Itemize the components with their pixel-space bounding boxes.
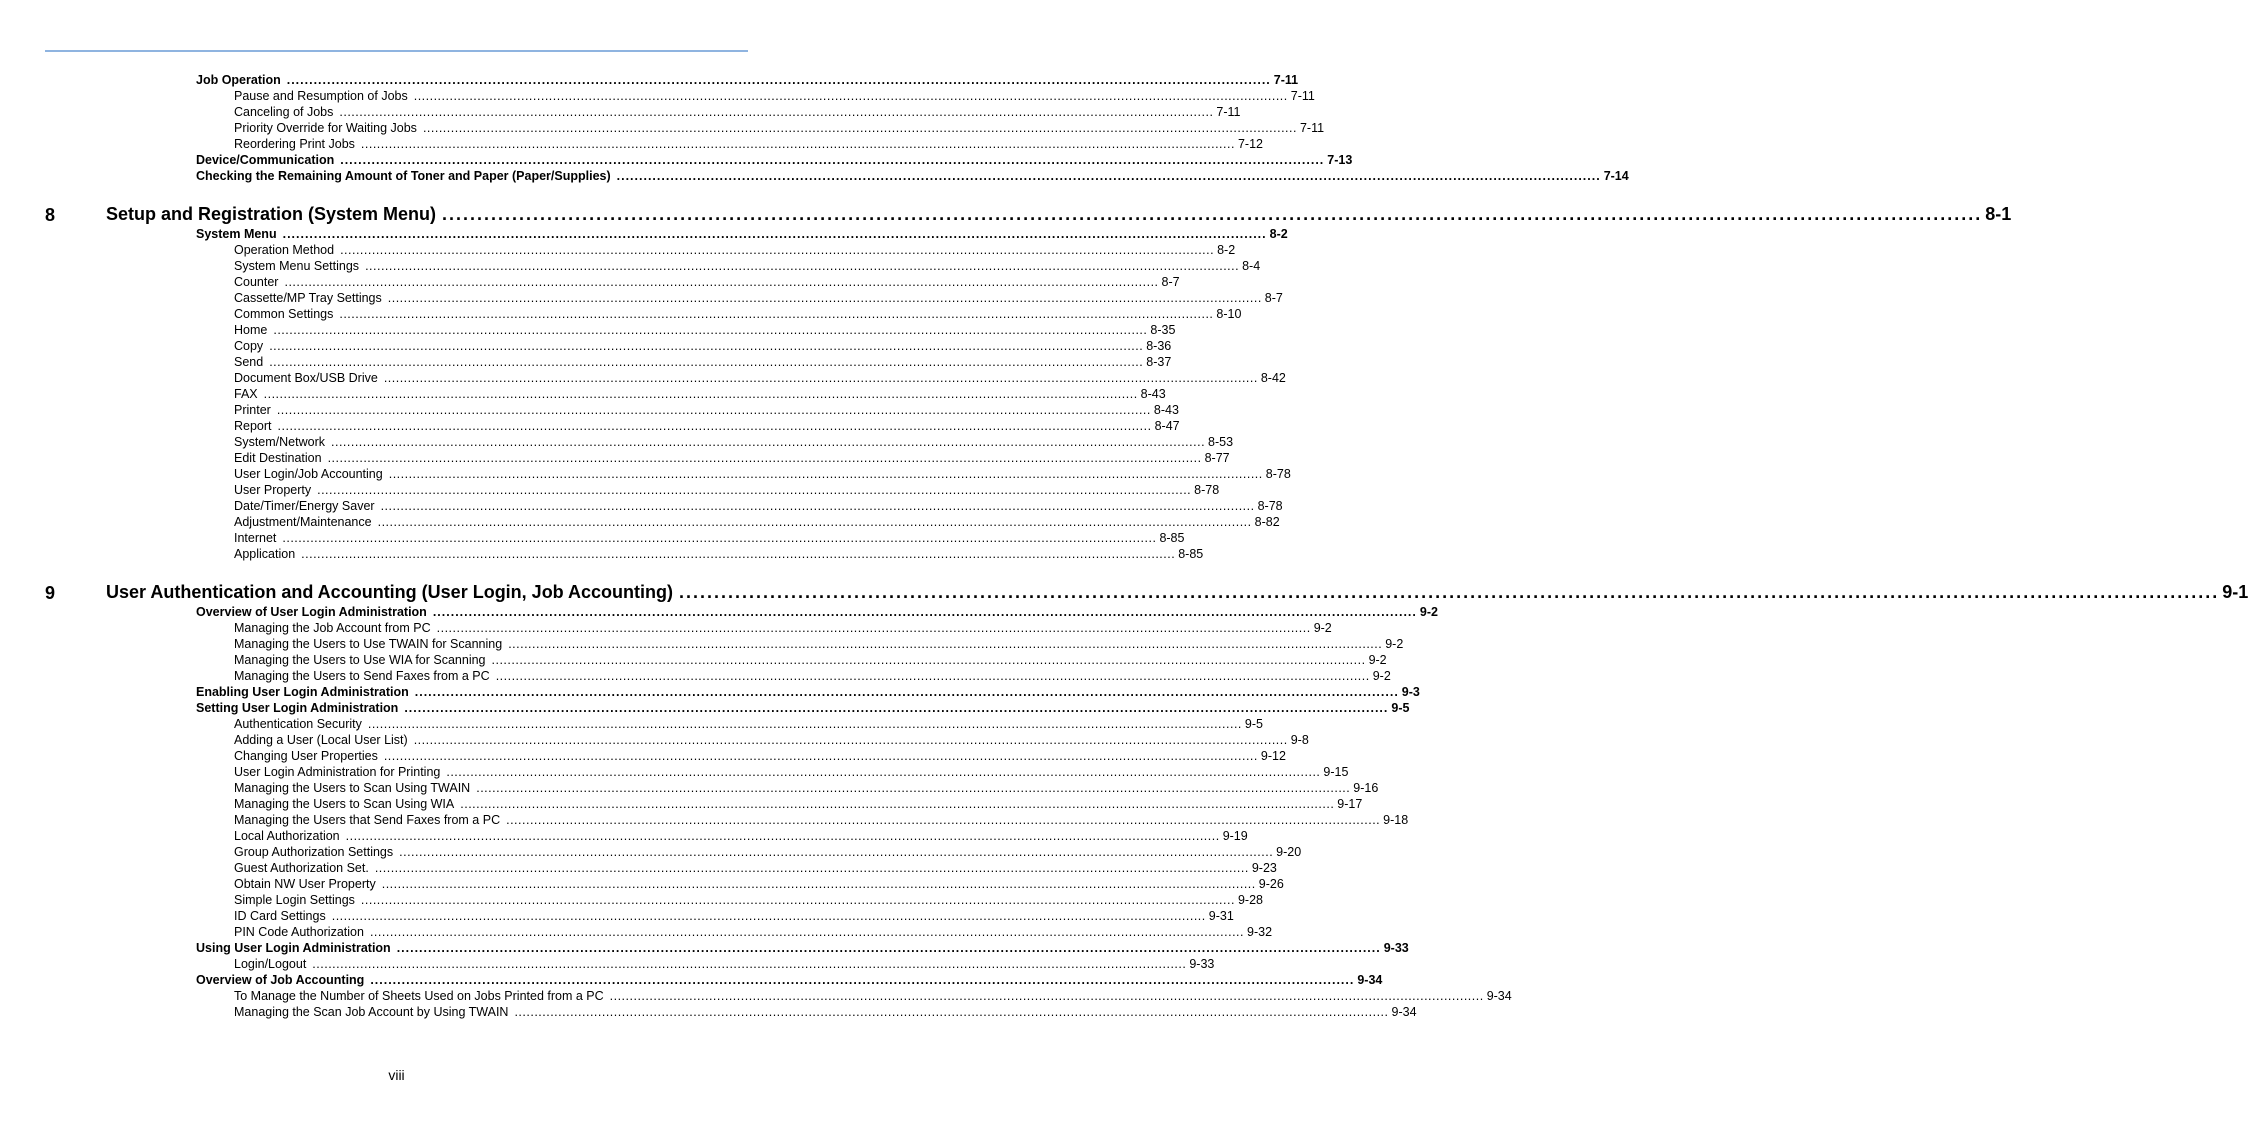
toc-entry-page: 9-5 [1244, 717, 1263, 731]
toc-entry-page: 9-2 [1385, 637, 1404, 651]
toc-entry-page: 9-1 [2222, 582, 2248, 602]
toc-entry-title: Internet [234, 531, 277, 545]
toc-entry-page: 8-85 [1159, 531, 1185, 545]
toc-entry-title: Operation Method [234, 243, 335, 257]
toc-entry-level-2[interactable] [196, 153, 1353, 169]
toc-entry-title: Managing the Users that Send Faxes from a PC [234, 813, 501, 827]
toc-entry-title: User Property [234, 483, 312, 497]
dot-leader: ............................................................................................................................................................................................................................ [269, 355, 1144, 369]
toc-entry-page: 9-34 [1486, 989, 1512, 1003]
toc-entry-level-3[interactable] [234, 989, 1512, 1005]
toc-entry-page: 8-78 [1257, 499, 1283, 513]
toc-entry-page: 9-12 [1260, 749, 1286, 763]
toc-entry-level-3[interactable] [234, 733, 1309, 749]
dot-leader: ............................................................................................................................................................................................................................ [413, 733, 1288, 747]
toc-entry-level-3[interactable] [234, 275, 1180, 291]
dot-leader: ............................................................................................................................................................................................................................ [345, 829, 1220, 843]
toc-entry-page: 9-26 [1258, 877, 1284, 891]
toc-entry-title: Application [234, 547, 296, 561]
dot-leader: ............................................................................................................................................................................................................................ [331, 909, 1206, 923]
toc-entry-page: 7-11 [1273, 73, 1299, 87]
toc-entry-level-3[interactable] [234, 467, 1291, 483]
dot-leader: ............................................................................................................................................................................................................................ [679, 582, 2220, 602]
toc-entry-page: 8-1 [1985, 204, 2012, 224]
toc-entry-page: 7-11 [1216, 105, 1241, 119]
dot-leader: ............................................................................................................................................................................................................................ [340, 243, 1215, 257]
toc-entry-title: Home [234, 323, 268, 337]
toc-entry-title: Setup and Registration (System Menu) [106, 204, 437, 224]
dot-leader: ............................................................................................................................................................................................................................ [327, 451, 1202, 465]
dot-leader: ............................................................................................................................................................................................................................ [276, 403, 1151, 417]
toc-entry-level-3[interactable] [234, 845, 1302, 861]
dot-leader: ............................................................................................................................................................................................................................ [377, 515, 1252, 529]
dot-leader: ............................................................................................................................................................................................................................ [495, 669, 1370, 683]
dot-leader: ............................................................................................................................................................................................................................ [476, 781, 1351, 795]
dot-leader: ............................................................................................................................................................................................................................ [413, 89, 1288, 103]
dot-leader: ............................................................................................................................................................................................................................ [301, 547, 1176, 561]
dot-leader: ............................................................................................................................................................................................................................ [609, 989, 1484, 1003]
toc-entry-title: User Login/Job Accounting [234, 467, 383, 481]
toc-entry-level-3[interactable] [234, 893, 1263, 909]
toc-entry-page: 8-35 [1150, 323, 1176, 337]
dot-leader: ............................................................................................................................................................................................................................ [339, 105, 1214, 119]
toc-entry-level-3[interactable] [234, 909, 1234, 925]
toc-entry-level-3[interactable] [234, 419, 1180, 435]
toc-entry-page: 8-2 [1269, 227, 1288, 241]
toc-entry-level-3[interactable] [234, 531, 1185, 547]
dot-leader: ............................................................................................................................................................................................................................ [317, 483, 1192, 497]
toc-entry-title: Enabling User Login Administration [196, 685, 409, 699]
toc-entry-title: Managing the Scan Job Account by Using TWAIN [234, 1005, 509, 1019]
toc-entry-page: 7-14 [1603, 169, 1629, 183]
toc-entry-level-3[interactable] [234, 355, 1172, 371]
toc-entry-level-3[interactable] [234, 307, 1242, 323]
toc-entry-level-3[interactable] [234, 669, 1391, 685]
toc-entry-level-3[interactable] [234, 515, 1280, 531]
toc-entry-title: FAX [234, 387, 258, 401]
toc-entry-page: 9-15 [1323, 765, 1349, 779]
toc-entry-level-1[interactable] [106, 204, 2012, 228]
dot-leader: ............................................................................................................................................................................................................................ [432, 605, 1417, 619]
dot-leader: ............................................................................................................................................................................................................................ [380, 499, 1255, 513]
toc-entry-title: Setting User Login Administration [196, 701, 399, 715]
toc-entry-title: Overview of User Login Administration [196, 605, 427, 619]
dot-leader: ............................................................................................................................................................................................................................ [414, 685, 1399, 699]
toc-entry-title: Authentication Security [234, 717, 362, 731]
toc-entry-level-3[interactable] [234, 781, 1379, 797]
toc-entry-level-3[interactable] [234, 717, 1263, 733]
toc-entry-level-3[interactable] [234, 403, 1179, 419]
toc-entry-title: Cassette/MP Tray Settings [234, 291, 382, 305]
toc-entry-page: 8-78 [1194, 483, 1220, 497]
toc-entry-title: Canceling of Jobs [234, 105, 334, 119]
toc-entry-page: 8-37 [1146, 355, 1172, 369]
dot-leader: ............................................................................................................................................................................................................................ [360, 137, 1235, 151]
dot-leader: ............................................................................................................................................................................................................................ [387, 291, 1262, 305]
toc-entry-page: 8-43 [1153, 403, 1179, 417]
dot-leader: ............................................................................................................................................................................................................................ [506, 813, 1381, 827]
toc-entry-level-3[interactable] [234, 797, 1363, 813]
toc-entry-title: Report [234, 419, 272, 433]
toc-entry-page: 9-8 [1290, 733, 1309, 747]
toc-entry-title: Obtain NW User Property [234, 877, 376, 891]
toc-entry-level-2[interactable] [196, 973, 1383, 989]
toc-entry-page: 9-20 [1276, 845, 1302, 859]
dot-leader: ............................................................................................................................................................................................................................ [360, 893, 1235, 907]
dot-leader: ............................................................................................................................................................................................................................ [399, 845, 1274, 859]
toc-entry-title: Date/Timer/Energy Saver [234, 499, 375, 513]
toc-entry-page: 8-2 [1217, 243, 1236, 257]
dot-leader: ............................................................................................................................................................................................................................ [383, 749, 1258, 763]
dot-leader: ............................................................................................................................................................................................................................ [370, 973, 1355, 987]
toc-entry-level-3[interactable] [234, 637, 1404, 653]
toc-entry-page: 8-78 [1265, 467, 1291, 481]
toc-entry-title: Managing the Users to Use WIA for Scanning [234, 653, 486, 667]
toc-entry-page: 9-33 [1383, 941, 1409, 955]
toc-entry-level-3[interactable] [234, 243, 1236, 259]
dot-leader: ............................................................................................................................................................................................................................ [491, 653, 1366, 667]
dot-leader: ............................................................................................................................................................................................................................ [374, 861, 1249, 875]
toc-entry-title: Adjustment/Maintenance [234, 515, 372, 529]
toc-entry-title: Guest Authorization Set. [234, 861, 369, 875]
toc-entry-title: Reordering Print Jobs [234, 137, 355, 151]
dot-leader: ............................................................................................................................................................................................................................ [508, 637, 1383, 651]
toc-entry-level-3[interactable] [234, 323, 1176, 339]
dot-leader: ............................................................................................................................................................................................................................ [312, 957, 1187, 971]
dot-leader: ............................................................................................................................................................................................................................ [284, 275, 1159, 289]
toc-entry-page: 8-43 [1140, 387, 1166, 401]
toc-entry-title: Overview of Job Accounting [196, 973, 365, 987]
toc-entry-page: 8-53 [1208, 435, 1234, 449]
toc-entry-level-3[interactable] [234, 547, 1204, 563]
page-number: viii [388, 1067, 405, 1083]
toc-entry-title: Document Box/USB Drive [234, 371, 378, 385]
dot-leader: ............................................................................................................................................................................................................................ [365, 259, 1240, 273]
toc-entry-page: 8-36 [1146, 339, 1172, 353]
toc-entry-page: 8-4 [1242, 259, 1261, 273]
dot-leader: ............................................................................................................................................................................................................................ [369, 925, 1244, 939]
toc-entry-level-3[interactable] [234, 829, 1248, 845]
toc-entry-level-3[interactable] [234, 499, 1283, 515]
toc-entry-level-3[interactable] [234, 925, 1273, 941]
toc-entry-level-2[interactable] [196, 169, 1629, 185]
toc-entry-title: System Menu Settings [234, 259, 360, 273]
toc-entry-page: 9-2 [1419, 605, 1438, 619]
toc-entry-title: Printer [234, 403, 271, 417]
toc-entry-page: 9-34 [1357, 973, 1383, 987]
toc-entry-title: Simple Login Settings [234, 893, 355, 907]
chapter-number: 9 [45, 583, 56, 603]
toc-entry-title: Changing User Properties [234, 749, 378, 763]
dot-leader: ............................................................................................................................................................................................................................ [404, 701, 1389, 715]
toc-entry-page: 9-2 [1368, 653, 1387, 667]
dot-leader: ............................................................................................................................................................................................................................ [396, 941, 1381, 955]
toc-entry-title: User Authentication and Accounting (User Login, Job Accounting) [106, 582, 673, 602]
toc-entry-level-3[interactable] [234, 1005, 1417, 1021]
toc-entry-level-3[interactable] [234, 749, 1286, 765]
toc-entry-level-3[interactable] [234, 339, 1172, 355]
toc-entry-title: Local Authorization [234, 829, 340, 843]
toc-entry-level-3[interactable] [234, 137, 1263, 153]
toc-entry-level-3[interactable] [234, 451, 1230, 467]
dot-leader: ............................................................................................................................................................................................................................ [422, 121, 1297, 135]
toc-entry-page: 9-18 [1383, 813, 1409, 827]
toc-entry-title: Group Authorization Settings [234, 845, 394, 859]
dot-leader: ............................................................................................................................................................................................................................ [388, 467, 1263, 481]
dot-leader: ............................................................................................................................................................................................................................ [263, 387, 1138, 401]
toc-entry-title: Managing the Users to Scan Using WIA [234, 797, 455, 811]
toc-entry-page: 9-19 [1222, 829, 1248, 843]
toc-entry-level-3[interactable] [234, 483, 1220, 499]
toc-entry-title: Edit Destination [234, 451, 322, 465]
dot-leader: ............................................................................................................................................................................................................................ [367, 717, 1242, 731]
toc-entry-level-3[interactable] [234, 813, 1409, 829]
toc-entry-level-3[interactable] [234, 387, 1166, 403]
toc-entry-page: 9-17 [1337, 797, 1363, 811]
toc-entry-level-3[interactable] [234, 765, 1349, 781]
toc-entry-level-2[interactable] [196, 941, 1409, 957]
toc-entry-page: 7-11 [1290, 89, 1315, 103]
toc-entry-title: Managing the Users to Scan Using TWAIN [234, 781, 471, 795]
toc-entry-title: System Menu [196, 227, 277, 241]
header-rule [45, 50, 748, 52]
toc-entry-title: Copy [234, 339, 264, 353]
toc-entry-level-2[interactable] [196, 73, 1299, 89]
toc-entry-title: To Manage the Number of Sheets Used on Jobs Printed from a PC [234, 989, 604, 1003]
dot-leader: ............................................................................................................................................................................................................................ [383, 371, 1258, 385]
dot-leader: ............................................................................................................................................................................................................................ [381, 877, 1256, 891]
toc-entry-level-2[interactable] [196, 227, 1288, 243]
toc-entry-title: Counter [234, 275, 279, 289]
dot-leader: ............................................................................................................................................................................................................................ [282, 531, 1157, 545]
toc-entry-page: 8-7 [1161, 275, 1180, 289]
dot-leader: ............................................................................................................................................................................................................................ [460, 797, 1335, 811]
toc-entry-title: Login/Logout [234, 957, 307, 971]
toc-entry-title: ID Card Settings [234, 909, 326, 923]
toc-entry-page: 9-16 [1353, 781, 1379, 795]
toc-entry-page: 8-10 [1216, 307, 1242, 321]
toc-entry-page: 8-77 [1204, 451, 1230, 465]
toc-entry-title: Managing the Job Account from PC [234, 621, 431, 635]
toc-entry-page: 9-31 [1208, 909, 1234, 923]
toc-entry-title: System/Network [234, 435, 325, 449]
dot-leader: ............................................................................................................................................................................................................................ [442, 204, 1983, 224]
toc-entry-page: 9-23 [1251, 861, 1277, 875]
toc-entry-level-2[interactable] [196, 701, 1410, 717]
dot-leader: ............................................................................................................................................................................................................................ [446, 765, 1321, 779]
toc-entry-level-3[interactable] [234, 435, 1234, 451]
dot-leader: ............................................................................................................................................................................................................................ [514, 1005, 1389, 1019]
dot-leader: ............................................................................................................................................................................................................................ [269, 339, 1144, 353]
toc-entry-page: 9-2 [1313, 621, 1332, 635]
toc-entry-level-3[interactable] [234, 957, 1215, 973]
toc-entry-title: Adding a User (Local User List) [234, 733, 408, 747]
toc-entry-level-2[interactable] [196, 605, 1438, 621]
toc-entry-title: Job Operation [196, 73, 281, 87]
toc-entry-level-3[interactable] [234, 105, 1241, 121]
toc-entry-page: 9-34 [1391, 1005, 1417, 1019]
toc-entry-title: Managing the Users to Send Faxes from a PC [234, 669, 490, 683]
toc-entry-title: Managing the Users to Use TWAIN for Scanning [234, 637, 503, 651]
toc-entry-page: 9-5 [1391, 701, 1410, 715]
dot-leader: ............................................................................................................................................................................................................................ [286, 73, 1271, 87]
dot-leader: ............................................................................................................................................................................................................................ [331, 435, 1206, 449]
toc-entry-page: 9-33 [1189, 957, 1215, 971]
chapter-number: 8 [45, 205, 56, 225]
toc-entry-level-3[interactable] [234, 621, 1332, 637]
toc-entry-page: 9-2 [1372, 669, 1391, 683]
toc-entry-page: 8-7 [1264, 291, 1283, 305]
toc-entry-level-3[interactable] [234, 259, 1261, 275]
toc-entry-page: 9-32 [1247, 925, 1273, 939]
dot-leader: ............................................................................................................................................................................................................................ [273, 323, 1148, 337]
toc-entry-page: 9-28 [1237, 893, 1263, 907]
toc-entry-page: 7-13 [1327, 153, 1353, 167]
toc-entry-title: Priority Override for Waiting Jobs [234, 121, 417, 135]
dot-leader: ............................................................................................................................................................................................................................ [616, 169, 1601, 183]
toc-entry-title: Common Settings [234, 307, 334, 321]
dot-leader: ............................................................................................................................................................................................................................ [282, 227, 1267, 241]
toc-entry-page: 8-42 [1260, 371, 1286, 385]
toc-entry-page: 8-85 [1178, 547, 1204, 561]
toc-entry-level-3[interactable] [234, 653, 1387, 669]
toc-entry-page: 7-12 [1237, 137, 1263, 151]
toc-entry-level-3[interactable] [234, 121, 1325, 137]
toc-entry-level-2[interactable] [196, 685, 1420, 701]
toc-entry-page: 8-82 [1254, 515, 1280, 529]
dot-leader: ............................................................................................................................................................................................................................ [340, 153, 1325, 167]
dot-leader: ............................................................................................................................................................................................................................ [277, 419, 1152, 433]
toc-entry-level-3[interactable] [234, 291, 1283, 307]
toc-entry-title: Send [234, 355, 264, 369]
toc-entry-title: Using User Login Administration [196, 941, 391, 955]
toc-entry-page: 9-3 [1401, 685, 1420, 699]
toc-entry-level-3[interactable] [234, 877, 1284, 893]
toc-entry-level-3[interactable] [234, 371, 1286, 387]
toc-entry-title: Device/Communication [196, 153, 335, 167]
toc-entry-level-1[interactable] [106, 582, 2248, 606]
dot-leader: ............................................................................................................................................................................................................................ [436, 621, 1311, 635]
toc-entry-page: 8-47 [1154, 419, 1180, 433]
toc-entry-title: Checking the Remaining Amount of Toner and Paper (Paper/Supplies) [196, 169, 611, 183]
dot-leader: ............................................................................................................................................................................................................................ [339, 307, 1214, 321]
toc-entry-level-3[interactable] [234, 89, 1315, 105]
toc-entry-title: User Login Administration for Printing [234, 765, 441, 779]
toc-entry-title: PIN Code Authorization [234, 925, 364, 939]
toc-entry-title: Pause and Resumption of Jobs [234, 89, 408, 103]
toc-entry-level-3[interactable] [234, 861, 1277, 877]
toc-entry-page: 7-11 [1299, 121, 1325, 135]
